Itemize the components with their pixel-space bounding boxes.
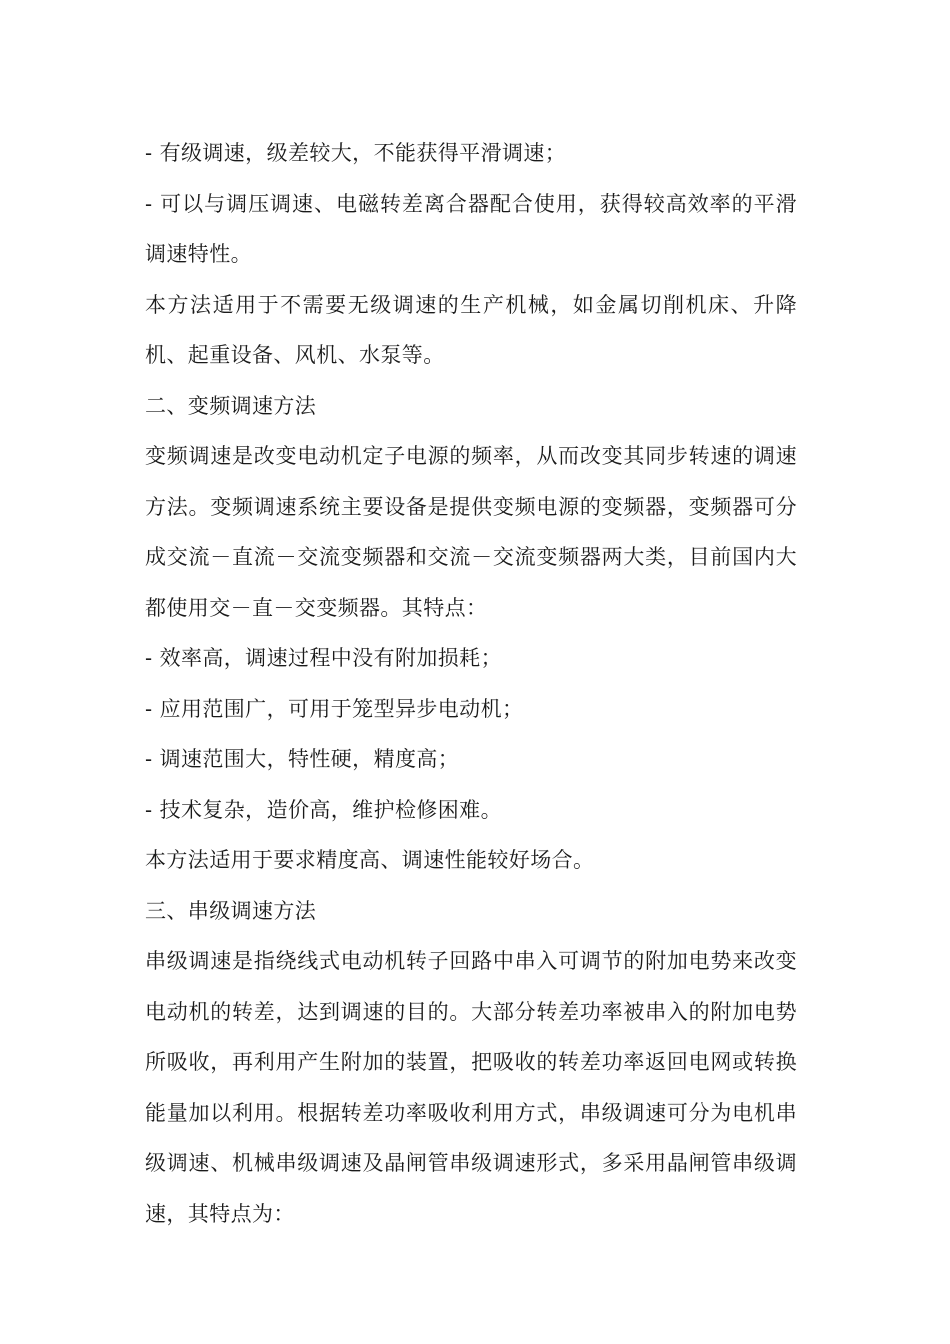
- paragraph-vfd-description: 变频调速是改变电动机定子电源的频率，从而改变其同步转速的调速方法。变频调速系统主要设备是提供变频电源的变频器，变频器可分成交流－直流－交流变频器和交流－交流变频器两大类，目前国内大都使用交－直－交变频器。其特点：: [145, 444, 797, 620]
- bullet-stepped-speed: - 有级调速，级差较大，不能获得平滑调速；: [145, 141, 567, 165]
- section-heading-cascade: 三、串级调速方法: [145, 898, 317, 923]
- paragraph-applicability-1: 本方法适用于不需要无级调速的生产机械，如金属切削机床、升降机、起重设备、风机、水泵等。: [145, 292, 797, 367]
- bullet-high-efficiency: - 效率高，调速过程中没有附加损耗；: [145, 646, 502, 670]
- paragraph-applicability-2: 本方法适用于要求精度高、调速性能较好场合。: [145, 848, 595, 872]
- section-heading-vfd: 二、变频调速方法: [145, 393, 317, 418]
- bullet-wide-range: - 调速范围大，特性硬，精度高；: [145, 747, 460, 771]
- bullet-complex-technology: - 技术复杂，造价高，维护检修困难。: [145, 797, 502, 822]
- document-body: [145, 128, 797, 1239]
- paragraph-cascade-description: 串级调速是指绕线式电动机转子回路中串入可调节的附加电势来改变电动机的转差，达到调速的目的。大部分转差功率被串入的附加电势所吸收，再利用产生附加的装置，把吸收的转差功率返回电网或转换能量加以利用。根据转差功率吸收利用方式，串级调速可分为电机串级调速、机械串级调速及晶闸管串级调速形式，多采用晶闸管串级调速，其特点为：: [145, 949, 797, 1226]
- bullet-combined-use: - 可以与调压调速、电磁转差离合器配合使用，获得较高效率的平滑调速特性。: [145, 191, 797, 266]
- bullet-wide-application: - 应用范围广，可用于笼型异步电动机；: [145, 696, 524, 721]
